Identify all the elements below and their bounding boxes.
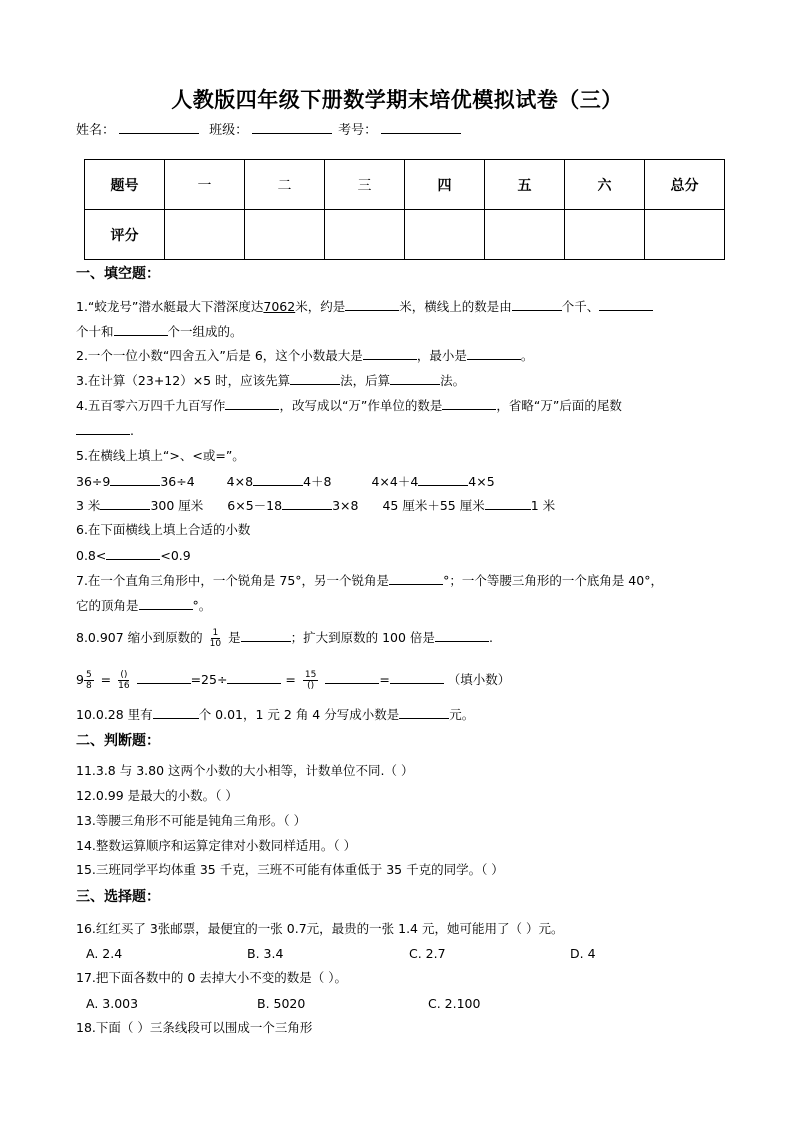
question-18: 18.下面（ ）三条线段可以围成一个三角形 xyxy=(76,1020,313,1035)
q4-blank[interactable] xyxy=(225,397,279,410)
q3-blank[interactable] xyxy=(390,372,440,385)
q8-text: 8.0.907 缩小到原数的 xyxy=(76,630,203,645)
question-3 xyxy=(76,372,465,389)
q5-blank[interactable] xyxy=(100,497,150,510)
question-9 xyxy=(76,670,510,691)
q16-option-c[interactable]: C. 2.7 xyxy=(409,946,446,961)
q5-text: 3×8 xyxy=(332,498,359,513)
score-cell[interactable] xyxy=(325,210,405,260)
q10-text: 元。 xyxy=(449,707,475,722)
student-info xyxy=(76,119,467,138)
q1-blank[interactable] xyxy=(512,298,562,311)
question-5-row-1 xyxy=(76,473,495,490)
header-cell: 二 xyxy=(245,160,325,210)
question-12: 12.0.99 是最大的小数。（ ） xyxy=(76,788,238,803)
q4-blank[interactable] xyxy=(442,397,496,410)
q4-text: ，省略“万”后面的尾数 xyxy=(496,398,622,413)
q1-text: 1.“蛟龙号”潜水艇最大下潜深度达 xyxy=(76,299,264,314)
question-15: 15.三班同学平均体重 35 千克，三班不可能有体重低于 35 千克的同学。（ ） xyxy=(76,862,504,877)
fraction-numerator[interactable]: () xyxy=(120,670,128,680)
q1-text: 个十和 xyxy=(76,324,114,339)
q2-blank[interactable] xyxy=(467,347,521,360)
q1-blank[interactable] xyxy=(114,323,168,336)
question-6-blank-row xyxy=(76,547,191,564)
q8-text: ；扩大到原数的 100 倍是 xyxy=(290,630,435,645)
q9-text: =25÷ xyxy=(190,672,228,687)
class-label: 班级： xyxy=(209,123,249,138)
q17-option-a[interactable]: A. 3.003 xyxy=(86,996,139,1011)
section-heading-choice: 三、选择题： xyxy=(76,889,160,905)
question-1-cont xyxy=(76,323,243,340)
question-16: 16.红红买了 3张邮票，最便宜的一张 0.7元，最贵的一张 1.4 元，她可能用了（ ）元。 xyxy=(76,921,564,936)
score-cell[interactable] xyxy=(405,210,485,260)
q1-text: 个一组成的。 xyxy=(167,324,243,339)
question-1 xyxy=(76,298,653,315)
q9-blank[interactable] xyxy=(227,671,281,684)
q5-text: 45 厘米＋55 厘米 xyxy=(382,498,485,513)
header-cell: 题号 xyxy=(85,160,165,210)
q9-blank[interactable] xyxy=(137,671,191,684)
q2-text: 2.一个一位小数“四舍五入”后是 6，这个小数最大是 xyxy=(76,348,363,363)
q4-text: 4.五百零六万四千九百写作 xyxy=(76,398,226,413)
score-cell[interactable] xyxy=(245,210,325,260)
exam-no-label: 考号： xyxy=(338,123,378,138)
question-4-cont xyxy=(76,422,134,439)
q5-blank[interactable] xyxy=(485,497,531,510)
q8-text: 是 xyxy=(228,630,241,645)
exam-no-field[interactable] xyxy=(381,120,461,134)
question-13: 13.等腰三角形不可能是钝角三角形。（ ） xyxy=(76,813,307,828)
q1-text: 米，横线上的数是由 xyxy=(399,299,512,314)
q7-text: °；一个等腰三角形的一个底角是 40°， xyxy=(443,573,663,588)
q4-blank[interactable] xyxy=(76,422,130,435)
header-cell: 总分 xyxy=(645,160,725,210)
q7-text: °。 xyxy=(192,598,212,613)
score-table-score-row xyxy=(85,210,725,260)
fraction-denominator: 8 xyxy=(85,681,92,691)
fraction-numerator: 5 xyxy=(85,670,92,680)
q8-text: . xyxy=(488,630,493,645)
q10-blank[interactable] xyxy=(399,706,449,719)
q4-text: . xyxy=(130,423,134,438)
q5-text: 4＋8 xyxy=(303,474,332,489)
q9-text: = xyxy=(100,672,112,687)
fraction-denominator: 10 xyxy=(209,639,222,649)
question-8 xyxy=(76,628,493,649)
q7-text: 它的顶角是 xyxy=(76,598,139,613)
question-17: 17.把下面各数中的 0 去掉大小不变的数是（ ）。 xyxy=(76,970,348,985)
q3-blank[interactable] xyxy=(290,372,340,385)
q9-fraction xyxy=(303,670,318,691)
fraction-numerator: 1 xyxy=(212,628,219,638)
q2-text: ，最小是 xyxy=(416,348,467,363)
q16-option-b[interactable]: B. 3.4 xyxy=(247,946,284,961)
score-table xyxy=(84,159,725,260)
score-cell[interactable] xyxy=(485,210,565,260)
q7-blank[interactable] xyxy=(389,572,443,585)
class-field[interactable] xyxy=(252,120,332,134)
q3-text: 法，后算 xyxy=(340,373,391,388)
q9-fraction xyxy=(84,670,94,691)
q2-blank[interactable] xyxy=(363,347,417,360)
q9-fraction xyxy=(118,670,129,691)
q1-text: 米，约是 xyxy=(295,299,346,314)
q8-fraction xyxy=(210,628,221,649)
q4-text: ，改写成以“万”作单位的数是 xyxy=(279,398,443,413)
question-11: 11.3.8 与 3.80 这两个小数的大小相等，计数单位不同.（ ） xyxy=(76,763,414,778)
q5-text: 4×8 xyxy=(226,474,254,489)
fraction-denominator[interactable]: () xyxy=(307,681,315,691)
q10-blank[interactable] xyxy=(153,706,199,719)
q6-text: 0.8< xyxy=(76,548,107,563)
q5-text: 4×4＋4 xyxy=(371,474,419,489)
q5-blank[interactable] xyxy=(110,473,160,486)
page-title: 人教版四年级下册数学期末培优模拟试卷（三） xyxy=(171,88,623,112)
q1-text: 个千、 xyxy=(561,299,600,314)
score-row-label: 评分 xyxy=(85,210,165,260)
q8-blank[interactable] xyxy=(435,629,489,642)
name-field[interactable] xyxy=(119,120,199,134)
score-table-header-row xyxy=(85,160,725,210)
q10-text: 10.0.28 里有 xyxy=(76,707,153,722)
q17-option-c[interactable]: C. 2.100 xyxy=(428,996,481,1011)
fraction-denominator: 16 xyxy=(118,681,130,691)
q6-text: <0.9 xyxy=(160,548,191,563)
question-14: 14.整数运算顺序和运算定律对小数同样适用。（ ） xyxy=(76,838,357,853)
question-4 xyxy=(76,397,622,414)
header-cell: 四 xyxy=(405,160,485,210)
question-5-row-2 xyxy=(76,497,555,514)
name-label: 姓名： xyxy=(76,123,116,138)
q8-blank[interactable] xyxy=(241,629,291,642)
fraction-numerator: 15 xyxy=(304,670,317,680)
header-cell: 五 xyxy=(485,160,565,210)
q5-text: 300 厘米 xyxy=(150,498,204,513)
q1-blank[interactable] xyxy=(599,298,653,311)
question-5: 5.在横线上填上“>、<或=”。 xyxy=(76,448,245,463)
q16-option-d[interactable]: D. 4 xyxy=(570,946,596,961)
q6-blank[interactable] xyxy=(106,547,160,560)
section-heading-judge: 二、判断题： xyxy=(76,733,160,749)
q17-option-b[interactable]: B. 5020 xyxy=(257,996,306,1011)
q5-text: 3 米 xyxy=(76,498,101,513)
q9-blank[interactable] xyxy=(390,671,444,684)
q5-text: 1 米 xyxy=(530,498,556,513)
question-10 xyxy=(76,706,474,723)
header-cell: 三 xyxy=(325,160,405,210)
header-cell: 一 xyxy=(165,160,245,210)
q9-text: （填小数） xyxy=(447,672,511,687)
q7-blank[interactable] xyxy=(139,597,193,610)
q5-text: 4×5 xyxy=(468,474,495,489)
q3-text: 法。 xyxy=(440,373,466,388)
q16-option-a[interactable]: A. 2.4 xyxy=(86,946,123,961)
question-7-cont xyxy=(76,597,211,614)
q7-text: 7.在一个直角三角形中，一个锐角是 75°，另一个锐角是 xyxy=(76,573,390,588)
q10-text: 个 0.01，1 元 2 角 4 分写成小数是 xyxy=(198,707,400,722)
question-6: 6.在下面横线上填上合适的小数 xyxy=(76,522,251,537)
q5-blank[interactable] xyxy=(253,473,303,486)
header-cell: 六 xyxy=(565,160,645,210)
q2-text: 。 xyxy=(520,348,534,363)
question-2 xyxy=(76,347,533,364)
score-cell[interactable] xyxy=(165,210,245,260)
q9-blank[interactable] xyxy=(325,671,379,684)
score-cell[interactable] xyxy=(565,210,645,260)
section-heading-fill: 一、填空题： xyxy=(76,266,160,282)
q5-text: 36÷9 xyxy=(76,474,111,489)
q9-text: = xyxy=(285,672,296,687)
question-7 xyxy=(76,572,663,589)
q5-blank[interactable] xyxy=(282,497,332,510)
q1-blank[interactable] xyxy=(345,298,399,311)
q5-blank[interactable] xyxy=(418,473,468,486)
score-cell[interactable] xyxy=(645,210,725,260)
q9-text: = xyxy=(379,672,390,687)
q5-text: 36÷4 xyxy=(160,474,195,489)
q5-text: 6×5－18 xyxy=(227,498,283,513)
q3-text: 3.在计算（23+12）×5 时，应该先算 xyxy=(76,373,291,388)
q1-number: 7062 xyxy=(263,299,296,314)
q9-text: 9 xyxy=(76,672,84,687)
